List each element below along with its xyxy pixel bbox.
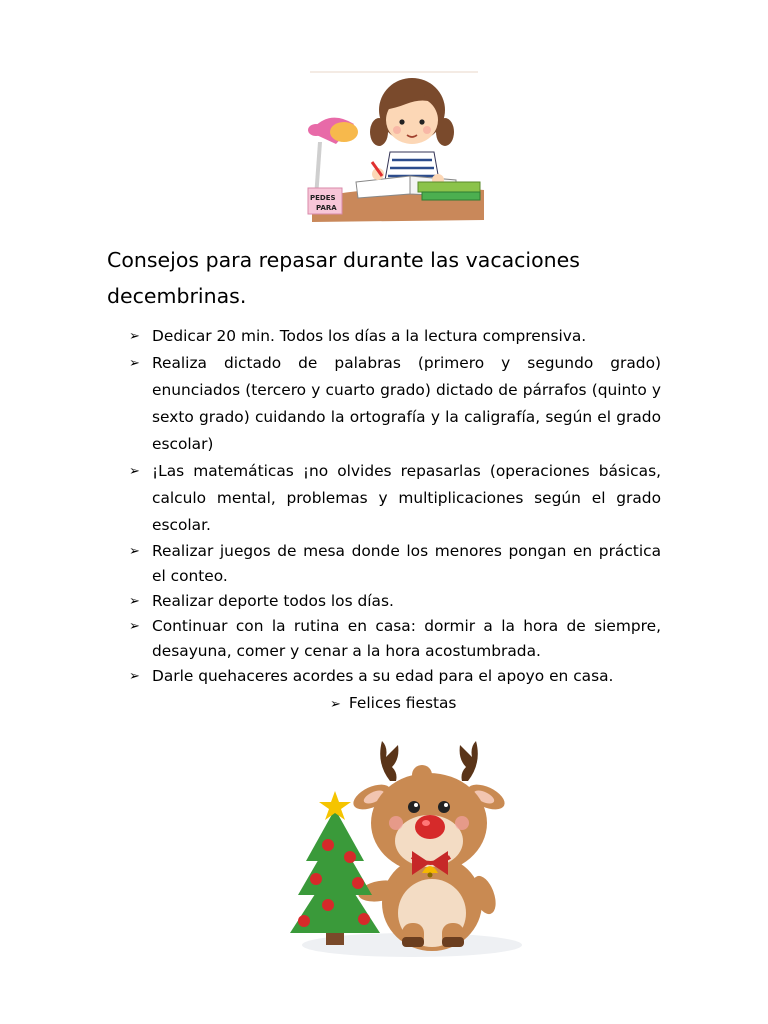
list-item-text: Realizar deporte todos los días.: [152, 592, 394, 610]
arrow-bullet-icon: ➢: [129, 619, 140, 634]
list-item: [129, 323, 661, 350]
arrow-bullet-icon: ➢: [129, 669, 140, 684]
reindeer-christmas-tree-illustration: [272, 723, 527, 978]
arrow-bullet-icon: ➢: [129, 356, 140, 371]
arrow-bullet-icon: ➢: [330, 697, 341, 712]
christmas-tree-icon: [290, 791, 380, 945]
list-item-text: Realizar juegos de mesa donde los menores pongan en práctica el conteo.: [152, 542, 661, 585]
sign-icon: [308, 188, 342, 214]
list-item: [129, 589, 661, 614]
list-item: [129, 350, 661, 458]
list-item: [129, 614, 661, 664]
arrow-bullet-icon: ➢: [129, 594, 140, 609]
girl-studying-illustration: [306, 70, 486, 225]
tips-list: [129, 323, 661, 689]
list-item: [129, 539, 661, 589]
page-title: Consejos para repasar durante las vacaciones decembrinas.: [107, 248, 580, 308]
list-item-text: Dedicar 20 min. Todos los días a la lectura comprensiva.: [152, 327, 587, 345]
closing-text: Felices fiestas: [348, 694, 457, 712]
list-item: [129, 664, 661, 689]
lamp-icon: [308, 118, 358, 198]
sign-text-1: PEDES: [310, 194, 336, 202]
red-nose-icon: [415, 815, 445, 839]
sign-text-2: PARA: [316, 204, 337, 212]
closing-line: [330, 691, 456, 717]
arrow-bullet-icon: ➢: [129, 329, 140, 344]
list-item-text: Continuar con la rutina en casa: dormir a la hora de siempre, desayuna, comer y cenar a la hora acostumbrada.: [152, 617, 661, 660]
list-item-text: Darle quehaceres acordes a su edad para el apoyo en casa.: [152, 667, 614, 685]
arrow-bullet-icon: ➢: [129, 464, 140, 479]
list-item: [129, 458, 661, 539]
arrow-bullet-icon: ➢: [129, 544, 140, 559]
list-item-text: ¡Las matemáticas ¡no olvides repasarlas (operaciones básicas, calculo mental, problemas y multiplicaciones según el grado escolar.: [152, 462, 661, 534]
list-item-text: Realiza dictado de palabras (primero y segundo grado) enunciados (tercero y cuarto grado) dictado de párrafos (quinto y sexto grado) cuidando la ortografía y la caligrafía, según el grado escolar): [152, 354, 661, 453]
